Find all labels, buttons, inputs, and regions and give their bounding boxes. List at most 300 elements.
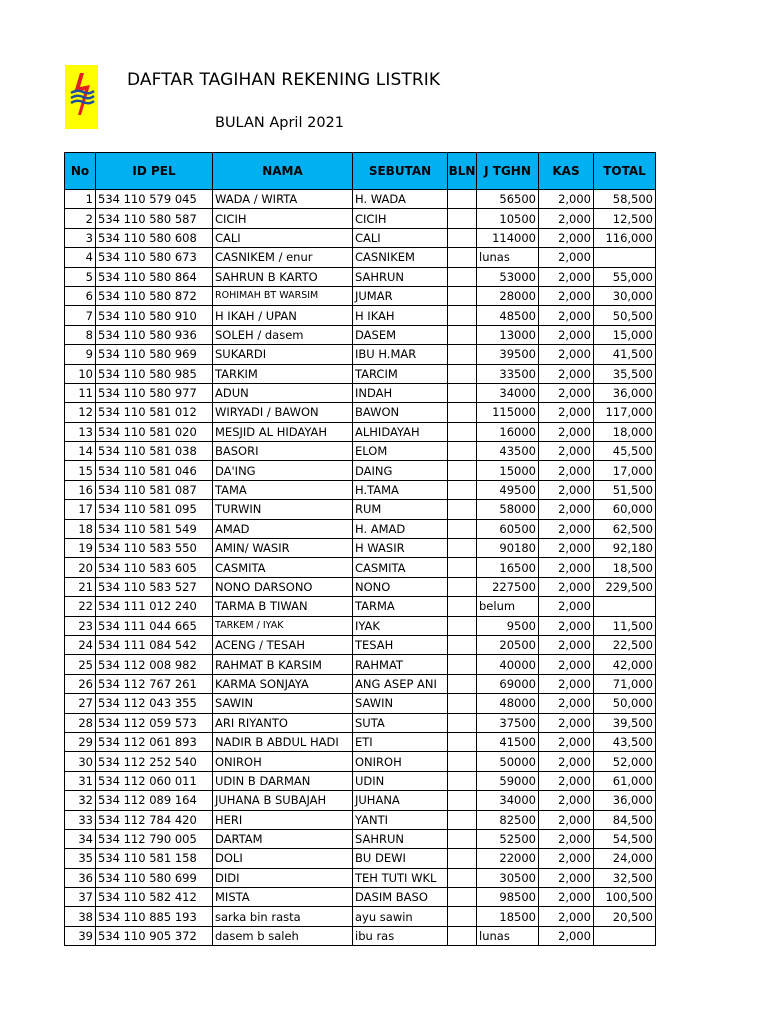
cell-j-tghn: belum: [477, 597, 539, 616]
cell-nama: ADUN: [213, 383, 353, 402]
cell-nama: DOLI: [213, 849, 353, 868]
cell-j-tghn: 53000: [477, 267, 539, 286]
cell-total: 36,000: [594, 791, 656, 810]
cell-bln: [448, 616, 477, 635]
page-title: DAFTAR TAGIHAN REKENING LISTRIK: [127, 70, 441, 90]
cell-id-pel: 534 110 581 020: [96, 422, 213, 441]
cell-nama: CALI: [213, 228, 353, 247]
cell-sebutan: SAHRUN: [353, 829, 448, 848]
cell-nama: UDIN B DARMAN: [213, 771, 353, 790]
cell-no: 37: [65, 888, 96, 907]
cell-kas: 2,000: [539, 190, 594, 209]
cell-sebutan: ANG ASEP ANI: [353, 674, 448, 693]
cell-kas: 2,000: [539, 228, 594, 247]
cell-j-tghn: 15000: [477, 461, 539, 480]
cell-j-tghn: 114000: [477, 228, 539, 247]
cell-bln: [448, 558, 477, 577]
cell-sebutan: YANTI: [353, 810, 448, 829]
cell-id-pel: 534 112 060 011: [96, 771, 213, 790]
cell-total: 18,000: [594, 422, 656, 441]
cell-nama: SUKARDI: [213, 345, 353, 364]
cell-kas: 2,000: [539, 888, 594, 907]
cell-sebutan: BAWON: [353, 403, 448, 422]
cell-kas: 2,000: [539, 209, 594, 228]
cell-nama: TARKIM: [213, 364, 353, 383]
cell-id-pel: 534 110 580 977: [96, 383, 213, 402]
cell-kas: 2,000: [539, 461, 594, 480]
cell-bln: [448, 849, 477, 868]
cell-kas: 2,000: [539, 345, 594, 364]
cell-id-pel: 534 110 905 372: [96, 926, 213, 945]
table-row: [65, 248, 656, 267]
cell-id-pel: 534 110 581 095: [96, 500, 213, 519]
cell-bln: [448, 868, 477, 887]
cell-nama: TAMA: [213, 480, 353, 499]
cell-bln: [448, 306, 477, 325]
cell-no: 19: [65, 539, 96, 558]
bill-table: [64, 152, 656, 946]
cell-sebutan: CASNIKEM: [353, 248, 448, 267]
cell-bln: [448, 791, 477, 810]
cell-id-pel: 534 112 089 164: [96, 791, 213, 810]
cell-no: 4: [65, 248, 96, 267]
cell-nama: JUHANA B SUBAJAH: [213, 791, 353, 810]
cell-id-pel: 534 110 581 046: [96, 461, 213, 480]
cell-sebutan: CASMITA: [353, 558, 448, 577]
cell-no: 7: [65, 306, 96, 325]
table-row: [65, 577, 656, 596]
cell-no: 12: [65, 403, 96, 422]
cell-bln: [448, 810, 477, 829]
cell-id-pel: 534 110 581 549: [96, 519, 213, 538]
cell-total: 36,000: [594, 383, 656, 402]
cell-sebutan: SUTA: [353, 713, 448, 732]
cell-kas: 2,000: [539, 422, 594, 441]
table-row: [65, 888, 656, 907]
cell-j-tghn: 115000: [477, 403, 539, 422]
cell-j-tghn: 39500: [477, 345, 539, 364]
cell-no: 21: [65, 577, 96, 596]
cell-no: 2: [65, 209, 96, 228]
cell-j-tghn: 10500: [477, 209, 539, 228]
cell-total: 15,000: [594, 325, 656, 344]
cell-total: 17,000: [594, 461, 656, 480]
cell-id-pel: 534 110 580 936: [96, 325, 213, 344]
cell-total: 61,000: [594, 771, 656, 790]
cell-sebutan: ELOM: [353, 442, 448, 461]
cell-j-tghn: 30500: [477, 868, 539, 887]
cell-nama: CASNIKEM / enur: [213, 248, 353, 267]
table-row: [65, 442, 656, 461]
cell-kas: 2,000: [539, 248, 594, 267]
table-row: [65, 926, 656, 945]
cell-nama: NONO DARSONO: [213, 577, 353, 596]
table-row: [65, 286, 656, 305]
cell-j-tghn: 28000: [477, 286, 539, 305]
cell-no: 23: [65, 616, 96, 635]
cell-no: 26: [65, 674, 96, 693]
cell-nama: SAWIN: [213, 694, 353, 713]
cell-id-pel: 534 111 044 665: [96, 616, 213, 635]
cell-kas: 2,000: [539, 868, 594, 887]
cell-j-tghn: 33500: [477, 364, 539, 383]
table-row: [65, 732, 656, 751]
table-row: [65, 829, 656, 848]
cell-bln: [448, 926, 477, 945]
cell-kas: 2,000: [539, 500, 594, 519]
table-row: [65, 655, 656, 674]
cell-kas: 2,000: [539, 752, 594, 771]
cell-nama: SAHRUN B KARTO: [213, 267, 353, 286]
cell-id-pel: 534 110 581 158: [96, 849, 213, 868]
table-row: [65, 713, 656, 732]
cell-total: 32,500: [594, 868, 656, 887]
cell-sebutan: ayu sawin: [353, 907, 448, 926]
cell-kas: 2,000: [539, 616, 594, 635]
table-row: [65, 480, 656, 499]
cell-total: 92,180: [594, 539, 656, 558]
cell-no: 8: [65, 325, 96, 344]
cell-sebutan: TESAH: [353, 635, 448, 654]
cell-no: 13: [65, 422, 96, 441]
cell-j-tghn: 16500: [477, 558, 539, 577]
cell-total: 62,500: [594, 519, 656, 538]
cell-id-pel: 534 110 580 587: [96, 209, 213, 228]
table-row: [65, 868, 656, 887]
cell-total: 41,500: [594, 345, 656, 364]
cell-id-pel: 534 112 252 540: [96, 752, 213, 771]
cell-sebutan: DAING: [353, 461, 448, 480]
cell-bln: [448, 907, 477, 926]
cell-j-tghn: 37500: [477, 713, 539, 732]
cell-no: 31: [65, 771, 96, 790]
cell-total: 11,500: [594, 616, 656, 635]
cell-nama: ROHIMAH BT WARSIM: [213, 286, 353, 305]
cell-no: 11: [65, 383, 96, 402]
table-row: [65, 209, 656, 228]
cell-nama: WADA / WIRTA: [213, 190, 353, 209]
cell-j-tghn: 43500: [477, 442, 539, 461]
cell-j-tghn: 41500: [477, 732, 539, 751]
table-row: [65, 635, 656, 654]
cell-id-pel: 534 112 790 005: [96, 829, 213, 848]
cell-nama: ONIROH: [213, 752, 353, 771]
cell-j-tghn: 52500: [477, 829, 539, 848]
cell-sebutan: RUM: [353, 500, 448, 519]
cell-bln: [448, 461, 477, 480]
cell-kas: 2,000: [539, 597, 594, 616]
cell-j-tghn: 18500: [477, 907, 539, 926]
cell-sebutan: DASEM: [353, 325, 448, 344]
table-row: [65, 345, 656, 364]
cell-kas: 2,000: [539, 926, 594, 945]
cell-j-tghn: 60500: [477, 519, 539, 538]
cell-nama: TARMA B TIWAN: [213, 597, 353, 616]
cell-nama: TURWIN: [213, 500, 353, 519]
cell-no: 17: [65, 500, 96, 519]
cell-bln: [448, 713, 477, 732]
cell-j-tghn: lunas: [477, 248, 539, 267]
cell-sebutan: IBU H.MAR: [353, 345, 448, 364]
table-row: [65, 674, 656, 693]
cell-j-tghn: 90180: [477, 539, 539, 558]
cell-id-pel: 534 110 885 193: [96, 907, 213, 926]
table-row: [65, 519, 656, 538]
table-row: [65, 461, 656, 480]
cell-kas: 2,000: [539, 364, 594, 383]
cell-nama: CICIH: [213, 209, 353, 228]
cell-total: [594, 248, 656, 267]
cell-kas: 2,000: [539, 519, 594, 538]
cell-bln: [448, 364, 477, 383]
cell-total: 54,500: [594, 829, 656, 848]
cell-sebutan: ALHIDAYAH: [353, 422, 448, 441]
table-row: [65, 558, 656, 577]
cell-id-pel: 534 110 580 699: [96, 868, 213, 887]
cell-nama: DIDI: [213, 868, 353, 887]
cell-j-tghn: 13000: [477, 325, 539, 344]
cell-total: 55,000: [594, 267, 656, 286]
table-row: [65, 325, 656, 344]
cell-total: 100,500: [594, 888, 656, 907]
column-header-j-tghn: J TGHN: [477, 153, 539, 190]
cell-total: 30,000: [594, 286, 656, 305]
cell-no: 1: [65, 190, 96, 209]
cell-id-pel: 534 112 784 420: [96, 810, 213, 829]
cell-total: 58,500: [594, 190, 656, 209]
cell-id-pel: 534 110 580 985: [96, 364, 213, 383]
cell-no: 34: [65, 829, 96, 848]
cell-id-pel: 534 110 583 550: [96, 539, 213, 558]
cell-bln: [448, 286, 477, 305]
column-header-kas: KAS: [539, 153, 594, 190]
column-header-id-pel: ID PEL: [96, 153, 213, 190]
cell-id-pel: 534 110 581 087: [96, 480, 213, 499]
cell-id-pel: 534 111 012 240: [96, 597, 213, 616]
cell-nama: DA'ING: [213, 461, 353, 480]
cell-j-tghn: 69000: [477, 674, 539, 693]
cell-sebutan: CICIH: [353, 209, 448, 228]
cell-id-pel: 534 112 043 355: [96, 694, 213, 713]
cell-bln: [448, 597, 477, 616]
cell-nama: AMAD: [213, 519, 353, 538]
cell-total: 39,500: [594, 713, 656, 732]
cell-bln: [448, 345, 477, 364]
cell-kas: 2,000: [539, 286, 594, 305]
cell-id-pel: 534 112 059 573: [96, 713, 213, 732]
cell-no: 28: [65, 713, 96, 732]
cell-nama: BASORI: [213, 442, 353, 461]
cell-nama: dasem b saleh: [213, 926, 353, 945]
cell-bln: [448, 577, 477, 596]
cell-j-tghn: 22000: [477, 849, 539, 868]
cell-bln: [448, 209, 477, 228]
cell-total: 18,500: [594, 558, 656, 577]
cell-total: 52,000: [594, 752, 656, 771]
cell-no: 30: [65, 752, 96, 771]
cell-j-tghn: 58000: [477, 500, 539, 519]
cell-j-tghn: 50000: [477, 752, 539, 771]
cell-no: 25: [65, 655, 96, 674]
cell-j-tghn: 34000: [477, 791, 539, 810]
cell-sebutan: TARCIM: [353, 364, 448, 383]
cell-kas: 2,000: [539, 558, 594, 577]
cell-total: 116,000: [594, 228, 656, 247]
cell-sebutan: H.TAMA: [353, 480, 448, 499]
cell-kas: 2,000: [539, 694, 594, 713]
cell-total: 35,500: [594, 364, 656, 383]
cell-kas: 2,000: [539, 539, 594, 558]
cell-sebutan: SAHRUN: [353, 267, 448, 286]
cell-bln: [448, 732, 477, 751]
cell-kas: 2,000: [539, 849, 594, 868]
table-row: [65, 694, 656, 713]
cell-no: 24: [65, 635, 96, 654]
cell-bln: [448, 519, 477, 538]
cell-nama: H IKAH / UPAN: [213, 306, 353, 325]
cell-j-tghn: 9500: [477, 616, 539, 635]
cell-id-pel: 534 110 582 412: [96, 888, 213, 907]
table-row: [65, 810, 656, 829]
cell-total: 20,500: [594, 907, 656, 926]
cell-id-pel: 534 110 581 012: [96, 403, 213, 422]
cell-sebutan: H. WADA: [353, 190, 448, 209]
cell-kas: 2,000: [539, 480, 594, 499]
table-row: [65, 771, 656, 790]
cell-sebutan: BU DEWI: [353, 849, 448, 868]
cell-nama: sarka bin rasta: [213, 907, 353, 926]
cell-kas: 2,000: [539, 383, 594, 402]
cell-id-pel: 534 110 583 605: [96, 558, 213, 577]
cell-sebutan: JUHANA: [353, 791, 448, 810]
table-row: [65, 907, 656, 926]
cell-nama: AMIN/ WASIR: [213, 539, 353, 558]
cell-no: 20: [65, 558, 96, 577]
table-row: [65, 597, 656, 616]
cell-bln: [448, 403, 477, 422]
cell-bln: [448, 771, 477, 790]
cell-nama: TARKEM / IYAK: [213, 616, 353, 635]
cell-kas: 2,000: [539, 791, 594, 810]
cell-nama: MESJID AL HIDAYAH: [213, 422, 353, 441]
cell-j-tghn: 227500: [477, 577, 539, 596]
column-header-sebutan: SEBUTAN: [353, 153, 448, 190]
cell-no: 10: [65, 364, 96, 383]
cell-total: 51,500: [594, 480, 656, 499]
cell-no: 3: [65, 228, 96, 247]
table-row: [65, 364, 656, 383]
page-subtitle: BULAN April 2021: [215, 115, 344, 131]
cell-sebutan: DASIM BASO: [353, 888, 448, 907]
cell-kas: 2,000: [539, 306, 594, 325]
cell-kas: 2,000: [539, 907, 594, 926]
cell-no: 14: [65, 442, 96, 461]
cell-j-tghn: 16000: [477, 422, 539, 441]
cell-bln: [448, 539, 477, 558]
cell-id-pel: 534 110 583 527: [96, 577, 213, 596]
cell-sebutan: UDIN: [353, 771, 448, 790]
table-row: [65, 267, 656, 286]
column-header-total: TOTAL: [594, 153, 656, 190]
cell-sebutan: SAWIN: [353, 694, 448, 713]
cell-bln: [448, 752, 477, 771]
cell-no: 35: [65, 849, 96, 868]
pln-logo-icon: [65, 65, 98, 129]
cell-kas: 2,000: [539, 829, 594, 848]
cell-bln: [448, 248, 477, 267]
cell-no: 29: [65, 732, 96, 751]
cell-sebutan: H WASIR: [353, 539, 448, 558]
cell-total: 45,500: [594, 442, 656, 461]
cell-nama: ACENG / TESAH: [213, 635, 353, 654]
cell-kas: 2,000: [539, 635, 594, 654]
column-header-no: No: [65, 153, 96, 190]
cell-no: 6: [65, 286, 96, 305]
cell-id-pel: 534 110 580 673: [96, 248, 213, 267]
cell-nama: CASMITA: [213, 558, 353, 577]
table-row: [65, 403, 656, 422]
cell-no: 27: [65, 694, 96, 713]
table-body: [65, 190, 656, 946]
table-row: [65, 752, 656, 771]
cell-kas: 2,000: [539, 267, 594, 286]
cell-no: 33: [65, 810, 96, 829]
cell-bln: [448, 267, 477, 286]
column-header-bln: BLN: [448, 153, 477, 190]
cell-total: 12,500: [594, 209, 656, 228]
cell-no: 18: [65, 519, 96, 538]
cell-total: 22,500: [594, 635, 656, 654]
cell-total: 43,500: [594, 732, 656, 751]
cell-kas: 2,000: [539, 325, 594, 344]
cell-id-pel: 534 112 008 982: [96, 655, 213, 674]
cell-no: 15: [65, 461, 96, 480]
cell-nama: SOLEH / dasem: [213, 325, 353, 344]
cell-total: 50,000: [594, 694, 656, 713]
cell-total: 60,000: [594, 500, 656, 519]
cell-id-pel: 534 110 580 969: [96, 345, 213, 364]
cell-total: 71,000: [594, 674, 656, 693]
table-row: [65, 228, 656, 247]
cell-no: 32: [65, 791, 96, 810]
cell-bln: [448, 674, 477, 693]
column-header-nama: NAMA: [213, 153, 353, 190]
cell-total: 50,500: [594, 306, 656, 325]
cell-sebutan: TEH TUTI WKL: [353, 868, 448, 887]
cell-sebutan: NONO: [353, 577, 448, 596]
cell-nama: WIRYADI / BAWON: [213, 403, 353, 422]
table-row: [65, 539, 656, 558]
cell-sebutan: H IKAH: [353, 306, 448, 325]
cell-sebutan: H. AMAD: [353, 519, 448, 538]
cell-j-tghn: 98500: [477, 888, 539, 907]
cell-j-tghn: 48000: [477, 694, 539, 713]
cell-kas: 2,000: [539, 442, 594, 461]
table-row: [65, 791, 656, 810]
cell-j-tghn: 34000: [477, 383, 539, 402]
cell-sebutan: RAHMAT: [353, 655, 448, 674]
cell-no: 5: [65, 267, 96, 286]
cell-sebutan: CALI: [353, 228, 448, 247]
cell-id-pel: 534 112 767 261: [96, 674, 213, 693]
cell-bln: [448, 655, 477, 674]
cell-nama: RAHMAT B KARSIM: [213, 655, 353, 674]
cell-total: 84,500: [594, 810, 656, 829]
cell-nama: KARMA SONJAYA: [213, 674, 353, 693]
cell-j-tghn: 48500: [477, 306, 539, 325]
cell-j-tghn: 20500: [477, 635, 539, 654]
cell-bln: [448, 500, 477, 519]
